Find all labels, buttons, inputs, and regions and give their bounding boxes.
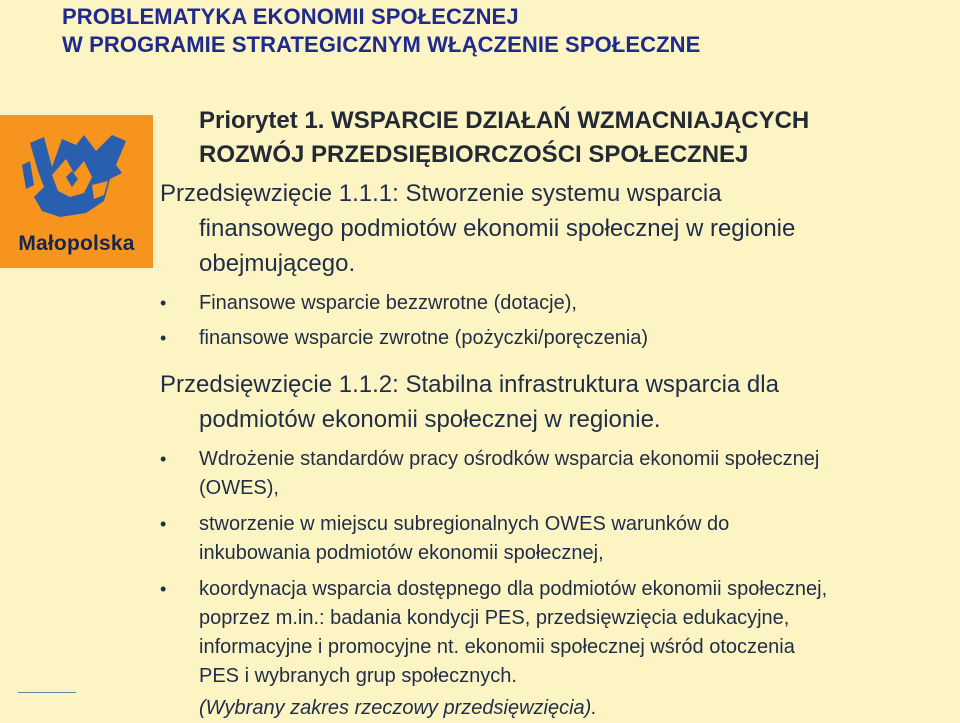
measure-2-line-2: podmiotów ekonomii społecznej w regionie. (199, 406, 661, 433)
list-item-line: stworzenie w miejscu subregionalnych OWES warunków do (199, 513, 730, 535)
list-item-line: informacyjne i promocyjne nt. ekonomii społecznej wśród otoczenia (199, 636, 795, 658)
malopolska-crown-emblem-icon (0, 115, 153, 230)
priority-heading-line-1: Priorytet 1. WSPARCIE DZIAŁAŃ WZMACNIAJĄCYCH (199, 107, 810, 134)
list-item (160, 324, 960, 353)
slide-content (160, 176, 960, 723)
bullet-icon: • (160, 449, 167, 469)
bullet-icon: • (160, 579, 167, 599)
slide-title (62, 3, 700, 59)
measure-2-line-1: Przedsięwzięcie 1.1.2: Stabilna infrastruktura wsparcia dla (160, 371, 779, 398)
slide-title-line-1: PROBLEMATYKA EKONOMII SPOŁECZNEJ (62, 4, 519, 29)
list-item-line: inkubowania podmiotów ekonomii społecznej, (199, 542, 604, 564)
list-item-line: (OWES), (199, 477, 279, 499)
bullet-icon: • (160, 328, 167, 348)
list-item (160, 289, 960, 318)
measure-1-line-3: obejmującego. (199, 250, 356, 277)
measure-1-line-2: finansowego podmiotów ekonomii społecznej w regionie (199, 215, 796, 242)
list-item-text: finansowe wsparcie zwrotne (pożyczki/poręczenia) (199, 327, 649, 349)
bullet-icon: • (160, 293, 167, 313)
list-item (160, 445, 960, 503)
measure-1-1-2 (160, 367, 960, 437)
list-item (160, 510, 960, 568)
list-item-line: poprzez m.in.: badania kondycji PES, przedsięwzięcia edukacyjne, (199, 607, 790, 629)
list-item-line: koordynacja wsparcia dostępnego dla podmiotów ekonomii społecznej, (199, 578, 828, 600)
list-item-line: PES i wybranych grup społecznych. (199, 665, 517, 687)
closing-note: (Wybrany zakres rzeczowy przedsięwzięcia). (199, 697, 597, 719)
priority-heading-line-2: ROZWÓJ PRZEDSIĘBIORCZOŚCI SPOŁECZNEJ (199, 141, 749, 168)
list-item (160, 575, 960, 691)
measure-1-line-1: Przedsięwzięcie 1.1.1: Stworzenie systemu wsparcia (160, 180, 722, 207)
priority-heading (199, 104, 809, 172)
measure-1-1-1 (160, 176, 960, 281)
malopolska-logo (0, 115, 153, 268)
logo-text: Małopolska (18, 232, 135, 255)
slide-title-line-2: W PROGRAMIE STRATEGICZNYM WŁĄCZENIE SPOŁECZNE (62, 32, 701, 57)
bullet-icon: • (160, 514, 167, 534)
footer-divider (18, 692, 76, 693)
list-item-line: Wdrożenie standardów pracy ośrodków wsparcia ekonomii społecznej (199, 448, 820, 470)
list-item-text: Finansowe wsparcie bezzwrotne (dotacje), (199, 292, 577, 314)
